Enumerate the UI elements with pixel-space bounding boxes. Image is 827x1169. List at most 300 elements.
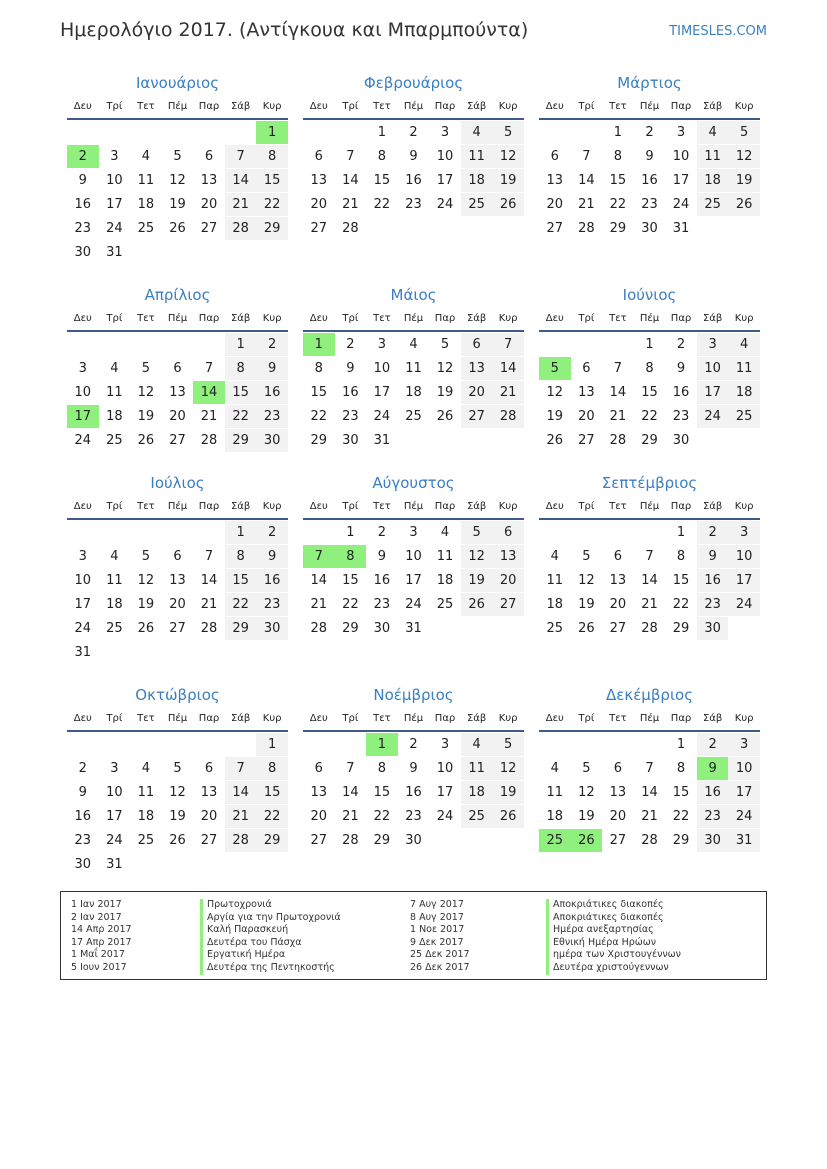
day-cell[interactable]: 11 <box>546 573 564 588</box>
day-cell[interactable]: 12 <box>436 361 454 376</box>
day-cell[interactable]: 29 <box>225 429 257 452</box>
day-cell[interactable]: 26 <box>492 805 524 828</box>
day-cell[interactable]: 16 <box>672 385 690 400</box>
day-cell[interactable]: 16 <box>74 197 92 212</box>
day-cell[interactable]: 12 <box>492 757 524 780</box>
day-cell[interactable]: 14 <box>492 357 524 380</box>
day-cell[interactable]: 26 <box>546 433 564 448</box>
day-cell[interactable]: 23 <box>697 593 729 616</box>
day-cell[interactable]: 27 <box>200 833 218 848</box>
day-cell[interactable]: 19 <box>169 809 186 824</box>
day-cell[interactable]: 9 <box>676 361 686 376</box>
day-cell[interactable]: 8 <box>676 761 686 776</box>
holiday-day-cell[interactable]: 14 <box>193 381 225 404</box>
day-cell[interactable]: 17 <box>106 809 123 824</box>
day-cell[interactable]: 27 <box>169 433 186 448</box>
day-cell[interactable]: 3 <box>110 149 119 164</box>
day-cell[interactable]: 13 <box>546 173 564 188</box>
day-cell[interactable]: 21 <box>578 197 595 212</box>
day-cell[interactable]: 31 <box>405 621 422 636</box>
day-cell[interactable]: 14 <box>342 785 359 800</box>
day-cell[interactable]: 25 <box>546 621 564 636</box>
day-cell[interactable]: 1 <box>225 333 257 356</box>
day-cell[interactable]: 16 <box>405 785 422 800</box>
day-cell[interactable]: 8 <box>314 361 323 376</box>
day-cell[interactable]: 22 <box>225 593 257 616</box>
day-cell[interactable]: 24 <box>728 805 760 828</box>
day-cell[interactable]: 27 <box>492 593 524 616</box>
day-cell[interactable]: 25 <box>461 193 493 216</box>
day-cell[interactable]: 1 <box>613 125 623 140</box>
day-cell[interactable]: 19 <box>137 597 155 612</box>
day-cell[interactable]: 25 <box>137 833 155 848</box>
day-cell[interactable]: 1 <box>377 125 387 140</box>
day-cell[interactable]: 3 <box>377 337 387 352</box>
day-cell[interactable]: 2 <box>409 125 418 140</box>
day-cell[interactable]: 31 <box>106 857 123 872</box>
day-cell[interactable]: 13 <box>310 785 328 800</box>
day-cell[interactable]: 22 <box>342 597 359 612</box>
day-cell[interactable]: 28 <box>342 221 359 236</box>
day-cell[interactable]: 17 <box>405 573 422 588</box>
day-cell[interactable]: 29 <box>256 217 288 240</box>
day-cell[interactable]: 22 <box>609 197 627 212</box>
day-cell[interactable]: 22 <box>672 809 690 824</box>
day-cell[interactable]: 20 <box>169 409 186 424</box>
day-cell[interactable]: 29 <box>225 617 257 640</box>
day-cell[interactable]: 3 <box>78 361 87 376</box>
day-cell[interactable]: 27 <box>609 621 627 636</box>
day-cell[interactable]: 13 <box>609 573 627 588</box>
day-cell[interactable]: 4 <box>461 733 493 756</box>
day-cell[interactable]: 14 <box>225 169 257 192</box>
day-cell[interactable]: 9 <box>346 361 355 376</box>
day-cell[interactable]: 14 <box>578 173 595 188</box>
day-cell[interactable]: 22 <box>225 405 257 428</box>
day-cell[interactable]: 26 <box>461 593 493 616</box>
day-cell[interactable]: 10 <box>373 361 391 376</box>
day-cell[interactable]: 10 <box>728 757 760 780</box>
day-cell[interactable]: 30 <box>256 429 288 452</box>
day-cell[interactable]: 26 <box>578 621 595 636</box>
day-cell[interactable]: 24 <box>106 221 123 236</box>
day-cell[interactable]: 12 <box>728 145 760 168</box>
day-cell[interactable]: 20 <box>200 197 218 212</box>
day-cell[interactable]: 22 <box>373 197 391 212</box>
day-cell[interactable]: 8 <box>645 361 654 376</box>
day-cell[interactable]: 17 <box>728 781 760 804</box>
day-cell[interactable]: 6 <box>204 149 214 164</box>
day-cell[interactable]: 10 <box>106 173 123 188</box>
day-cell[interactable]: 22 <box>256 805 288 828</box>
day-cell[interactable]: 22 <box>641 409 658 424</box>
day-cell[interactable]: 19 <box>492 781 524 804</box>
day-cell[interactable]: 9 <box>409 149 418 164</box>
day-cell[interactable]: 14 <box>641 785 658 800</box>
day-cell[interactable]: 9 <box>377 549 387 564</box>
day-cell[interactable]: 28 <box>225 217 257 240</box>
day-cell[interactable]: 14 <box>200 573 218 588</box>
day-cell[interactable]: 27 <box>461 405 493 428</box>
day-cell[interactable]: 10 <box>405 549 422 564</box>
holiday-day-cell[interactable]: 2 <box>67 145 99 168</box>
day-cell[interactable]: 25 <box>461 805 493 828</box>
day-cell[interactable]: 13 <box>169 573 186 588</box>
day-cell[interactable]: 15 <box>310 385 328 400</box>
day-cell[interactable]: 15 <box>256 781 288 804</box>
day-cell[interactable]: 20 <box>200 809 218 824</box>
day-cell[interactable]: 12 <box>578 573 595 588</box>
day-cell[interactable]: 19 <box>492 169 524 192</box>
day-cell[interactable]: 17 <box>106 197 123 212</box>
day-cell[interactable]: 28 <box>641 621 658 636</box>
day-cell[interactable]: 22 <box>310 409 328 424</box>
day-cell[interactable]: 1 <box>645 337 654 352</box>
day-cell[interactable]: 30 <box>342 433 359 448</box>
holiday-day-cell[interactable]: 9 <box>697 757 729 780</box>
day-cell[interactable]: 20 <box>609 597 627 612</box>
day-cell[interactable]: 6 <box>613 761 623 776</box>
day-cell[interactable]: 10 <box>728 545 760 568</box>
day-cell[interactable]: 15 <box>609 173 627 188</box>
day-cell[interactable]: 7 <box>225 757 257 780</box>
day-cell[interactable]: 7 <box>582 149 591 164</box>
day-cell[interactable]: 6 <box>173 549 182 564</box>
day-cell[interactable]: 9 <box>645 149 654 164</box>
day-cell[interactable]: 10 <box>74 573 92 588</box>
day-cell[interactable]: 30 <box>74 245 92 260</box>
day-cell[interactable]: 24 <box>373 409 391 424</box>
day-cell[interactable]: 1 <box>256 733 288 756</box>
day-cell[interactable]: 6 <box>582 361 591 376</box>
day-cell[interactable]: 10 <box>672 149 690 164</box>
day-cell[interactable]: 8 <box>225 357 257 380</box>
day-cell[interactable]: 7 <box>645 761 654 776</box>
day-cell[interactable]: 27 <box>310 221 328 236</box>
day-cell[interactable]: 2 <box>377 525 387 540</box>
day-cell[interactable]: 4 <box>110 549 119 564</box>
day-cell[interactable]: 8 <box>256 145 288 168</box>
day-cell[interactable]: 20 <box>609 809 627 824</box>
day-cell[interactable]: 5 <box>582 549 591 564</box>
day-cell[interactable]: 15 <box>373 785 391 800</box>
day-cell[interactable]: 28 <box>641 833 658 848</box>
holiday-day-cell[interactable]: 5 <box>539 357 571 380</box>
day-cell[interactable]: 30 <box>672 433 690 448</box>
day-cell[interactable]: 19 <box>578 597 595 612</box>
day-cell[interactable]: 7 <box>204 549 214 564</box>
day-cell[interactable]: 28 <box>492 405 524 428</box>
day-cell[interactable]: 25 <box>106 433 123 448</box>
day-cell[interactable]: 6 <box>314 149 323 164</box>
day-cell[interactable]: 5 <box>440 337 450 352</box>
day-cell[interactable]: 26 <box>169 833 186 848</box>
day-cell[interactable]: 20 <box>169 597 186 612</box>
day-cell[interactable]: 21 <box>310 597 328 612</box>
day-cell[interactable]: 13 <box>609 785 627 800</box>
day-cell[interactable]: 13 <box>461 357 493 380</box>
day-cell[interactable]: 25 <box>436 597 454 612</box>
day-cell[interactable]: 28 <box>200 433 218 448</box>
day-cell[interactable]: 31 <box>672 221 690 236</box>
day-cell[interactable]: 11 <box>137 785 155 800</box>
day-cell[interactable]: 21 <box>609 409 627 424</box>
day-cell[interactable]: 7 <box>346 149 355 164</box>
day-cell[interactable]: 4 <box>697 121 729 144</box>
day-cell[interactable]: 12 <box>492 145 524 168</box>
day-cell[interactable]: 16 <box>405 173 422 188</box>
day-cell[interactable]: 21 <box>225 193 257 216</box>
day-cell[interactable]: 2 <box>409 737 418 752</box>
day-cell[interactable]: 28 <box>200 621 218 636</box>
day-cell[interactable]: 10 <box>74 385 92 400</box>
day-cell[interactable]: 3 <box>728 733 760 756</box>
day-cell[interactable]: 13 <box>578 385 595 400</box>
day-cell[interactable]: 23 <box>697 805 729 828</box>
day-cell[interactable]: 10 <box>697 357 729 380</box>
day-cell[interactable]: 26 <box>137 433 155 448</box>
day-cell[interactable]: 14 <box>641 573 658 588</box>
day-cell[interactable]: 12 <box>546 385 564 400</box>
day-cell[interactable]: 19 <box>436 385 454 400</box>
day-cell[interactable]: 23 <box>672 409 690 424</box>
day-cell[interactable]: 2 <box>78 761 87 776</box>
holiday-day-cell[interactable]: 1 <box>303 333 335 356</box>
holiday-day-cell[interactable]: 1 <box>256 121 288 144</box>
day-cell[interactable]: 14 <box>342 173 359 188</box>
day-cell[interactable]: 19 <box>578 809 595 824</box>
day-cell[interactable]: 8 <box>256 757 288 780</box>
day-cell[interactable]: 27 <box>169 621 186 636</box>
day-cell[interactable]: 9 <box>78 785 87 800</box>
day-cell[interactable]: 7 <box>645 549 654 564</box>
day-cell[interactable]: 15 <box>225 381 257 404</box>
day-cell[interactable]: 26 <box>169 221 186 236</box>
day-cell[interactable]: 12 <box>137 385 155 400</box>
day-cell[interactable]: 15 <box>342 573 359 588</box>
day-cell[interactable]: 3 <box>409 525 418 540</box>
day-cell[interactable]: 18 <box>106 597 123 612</box>
day-cell[interactable]: 9 <box>256 357 288 380</box>
day-cell[interactable]: 30 <box>74 857 92 872</box>
day-cell[interactable]: 12 <box>169 173 186 188</box>
day-cell[interactable]: 28 <box>342 833 359 848</box>
day-cell[interactable]: 4 <box>550 549 559 564</box>
day-cell[interactable]: 10 <box>436 761 454 776</box>
day-cell[interactable]: 5 <box>173 149 182 164</box>
day-cell[interactable]: 7 <box>613 361 623 376</box>
day-cell[interactable]: 13 <box>169 385 186 400</box>
day-cell[interactable]: 4 <box>440 525 450 540</box>
day-cell[interactable]: 17 <box>373 385 391 400</box>
day-cell[interactable]: 31 <box>74 645 92 660</box>
day-cell[interactable]: 5 <box>141 361 151 376</box>
day-cell[interactable]: 21 <box>225 805 257 828</box>
day-cell[interactable]: 2 <box>676 337 686 352</box>
day-cell[interactable]: 6 <box>461 333 493 356</box>
day-cell[interactable]: 15 <box>225 569 257 592</box>
day-cell[interactable]: 24 <box>436 809 454 824</box>
day-cell[interactable]: 24 <box>436 197 454 212</box>
day-cell[interactable]: 24 <box>74 621 92 636</box>
day-cell[interactable]: 28 <box>310 621 328 636</box>
day-cell[interactable]: 13 <box>200 173 218 188</box>
day-cell[interactable]: 3 <box>440 125 450 140</box>
day-cell[interactable]: 23 <box>373 597 391 612</box>
day-cell[interactable]: 17 <box>436 785 454 800</box>
day-cell[interactable]: 2 <box>645 125 654 140</box>
day-cell[interactable]: 21 <box>200 597 218 612</box>
day-cell[interactable]: 19 <box>461 569 493 592</box>
day-cell[interactable]: 30 <box>697 617 729 640</box>
day-cell[interactable]: 23 <box>641 197 658 212</box>
day-cell[interactable]: 23 <box>342 409 359 424</box>
day-cell[interactable]: 30 <box>641 221 658 236</box>
day-cell[interactable]: 31 <box>373 433 391 448</box>
day-cell[interactable]: 19 <box>169 197 186 212</box>
day-cell[interactable]: 9 <box>78 173 87 188</box>
day-cell[interactable]: 18 <box>697 169 729 192</box>
day-cell[interactable]: 5 <box>492 121 524 144</box>
day-cell[interactable]: 9 <box>697 545 729 568</box>
day-cell[interactable]: 14 <box>310 573 328 588</box>
day-cell[interactable]: 4 <box>141 761 151 776</box>
day-cell[interactable]: 18 <box>137 197 155 212</box>
day-cell[interactable]: 11 <box>461 757 493 780</box>
day-cell[interactable]: 30 <box>697 829 729 852</box>
day-cell[interactable]: 24 <box>405 597 422 612</box>
day-cell[interactable]: 24 <box>697 405 729 428</box>
day-cell[interactable]: 29 <box>342 621 359 636</box>
day-cell[interactable]: 16 <box>697 569 729 592</box>
day-cell[interactable]: 25 <box>728 405 760 428</box>
day-cell[interactable]: 6 <box>550 149 559 164</box>
day-cell[interactable]: 4 <box>409 337 418 352</box>
day-cell[interactable]: 2 <box>256 333 288 356</box>
day-cell[interactable]: 21 <box>200 409 218 424</box>
day-cell[interactable]: 25 <box>697 193 729 216</box>
day-cell[interactable]: 18 <box>137 809 155 824</box>
day-cell[interactable]: 11 <box>546 785 564 800</box>
day-cell[interactable]: 22 <box>672 597 690 612</box>
day-cell[interactable]: 27 <box>200 221 218 236</box>
day-cell[interactable]: 6 <box>613 549 623 564</box>
day-cell[interactable]: 30 <box>405 833 422 848</box>
day-cell[interactable]: 12 <box>137 573 155 588</box>
day-cell[interactable]: 20 <box>578 409 595 424</box>
day-cell[interactable]: 18 <box>461 169 493 192</box>
day-cell[interactable]: 15 <box>672 573 690 588</box>
day-cell[interactable]: 17 <box>728 569 760 592</box>
day-cell[interactable]: 17 <box>697 381 729 404</box>
day-cell[interactable]: 23 <box>256 405 288 428</box>
day-cell[interactable]: 26 <box>728 193 760 216</box>
day-cell[interactable]: 23 <box>74 833 92 848</box>
day-cell[interactable]: 18 <box>546 597 564 612</box>
day-cell[interactable]: 29 <box>310 433 328 448</box>
day-cell[interactable]: 9 <box>256 545 288 568</box>
day-cell[interactable]: 11 <box>697 145 729 168</box>
day-cell[interactable]: 28 <box>609 433 627 448</box>
day-cell[interactable]: 8 <box>377 761 387 776</box>
day-cell[interactable]: 17 <box>672 173 690 188</box>
day-cell[interactable]: 30 <box>256 617 288 640</box>
day-cell[interactable]: 28 <box>578 221 595 236</box>
day-cell[interactable]: 13 <box>492 545 524 568</box>
day-cell[interactable]: 4 <box>110 361 119 376</box>
day-cell[interactable]: 12 <box>578 785 595 800</box>
day-cell[interactable]: 21 <box>342 197 359 212</box>
day-cell[interactable]: 18 <box>436 573 454 588</box>
day-cell[interactable]: 17 <box>74 597 92 612</box>
day-cell[interactable]: 31 <box>106 245 123 260</box>
day-cell[interactable]: 20 <box>461 381 493 404</box>
day-cell[interactable]: 29 <box>672 833 690 848</box>
day-cell[interactable]: 2 <box>346 337 355 352</box>
day-cell[interactable]: 3 <box>110 761 119 776</box>
day-cell[interactable]: 21 <box>641 809 658 824</box>
day-cell[interactable]: 23 <box>405 809 422 824</box>
day-cell[interactable]: 13 <box>310 173 328 188</box>
day-cell[interactable]: 1 <box>225 521 257 544</box>
day-cell[interactable]: 15 <box>256 169 288 192</box>
day-cell[interactable]: 8 <box>377 149 387 164</box>
day-cell[interactable]: 16 <box>74 809 92 824</box>
day-cell[interactable]: 20 <box>546 197 564 212</box>
day-cell[interactable]: 8 <box>225 545 257 568</box>
holiday-day-cell[interactable]: 7 <box>303 545 335 568</box>
day-cell[interactable]: 27 <box>578 433 595 448</box>
day-cell[interactable]: 11 <box>137 173 155 188</box>
day-cell[interactable]: 24 <box>672 197 690 212</box>
day-cell[interactable]: 27 <box>609 833 627 848</box>
day-cell[interactable]: 21 <box>492 381 524 404</box>
day-cell[interactable]: 25 <box>137 221 155 236</box>
day-cell[interactable]: 18 <box>546 809 564 824</box>
day-cell[interactable]: 2 <box>697 521 729 544</box>
day-cell[interactable]: 4 <box>728 333 760 356</box>
day-cell[interactable]: 19 <box>546 409 564 424</box>
day-cell[interactable]: 25 <box>405 409 422 424</box>
day-cell[interactable]: 18 <box>461 781 493 804</box>
day-cell[interactable]: 24 <box>728 593 760 616</box>
holiday-day-cell[interactable]: 1 <box>366 733 398 756</box>
day-cell[interactable]: 27 <box>546 221 564 236</box>
day-cell[interactable]: 19 <box>728 169 760 192</box>
holiday-day-cell[interactable]: 25 <box>539 829 571 852</box>
day-cell[interactable]: 23 <box>74 221 92 236</box>
day-cell[interactable]: 7 <box>492 333 524 356</box>
day-cell[interactable]: 9 <box>409 761 418 776</box>
day-cell[interactable]: 5 <box>141 549 151 564</box>
day-cell[interactable]: 16 <box>697 781 729 804</box>
day-cell[interactable]: 15 <box>672 785 690 800</box>
day-cell[interactable]: 11 <box>106 573 123 588</box>
day-cell[interactable]: 27 <box>310 833 328 848</box>
day-cell[interactable]: 15 <box>641 385 658 400</box>
day-cell[interactable]: 16 <box>641 173 658 188</box>
day-cell[interactable]: 1 <box>676 737 686 752</box>
day-cell[interactable]: 23 <box>405 197 422 212</box>
day-cell[interactable]: 2 <box>256 521 288 544</box>
day-cell[interactable]: 20 <box>492 569 524 592</box>
day-cell[interactable]: 20 <box>310 809 328 824</box>
day-cell[interactable]: 4 <box>141 149 151 164</box>
day-cell[interactable]: 15 <box>373 173 391 188</box>
day-cell[interactable]: 8 <box>613 149 623 164</box>
day-cell[interactable]: 26 <box>492 193 524 216</box>
day-cell[interactable]: 29 <box>373 833 391 848</box>
